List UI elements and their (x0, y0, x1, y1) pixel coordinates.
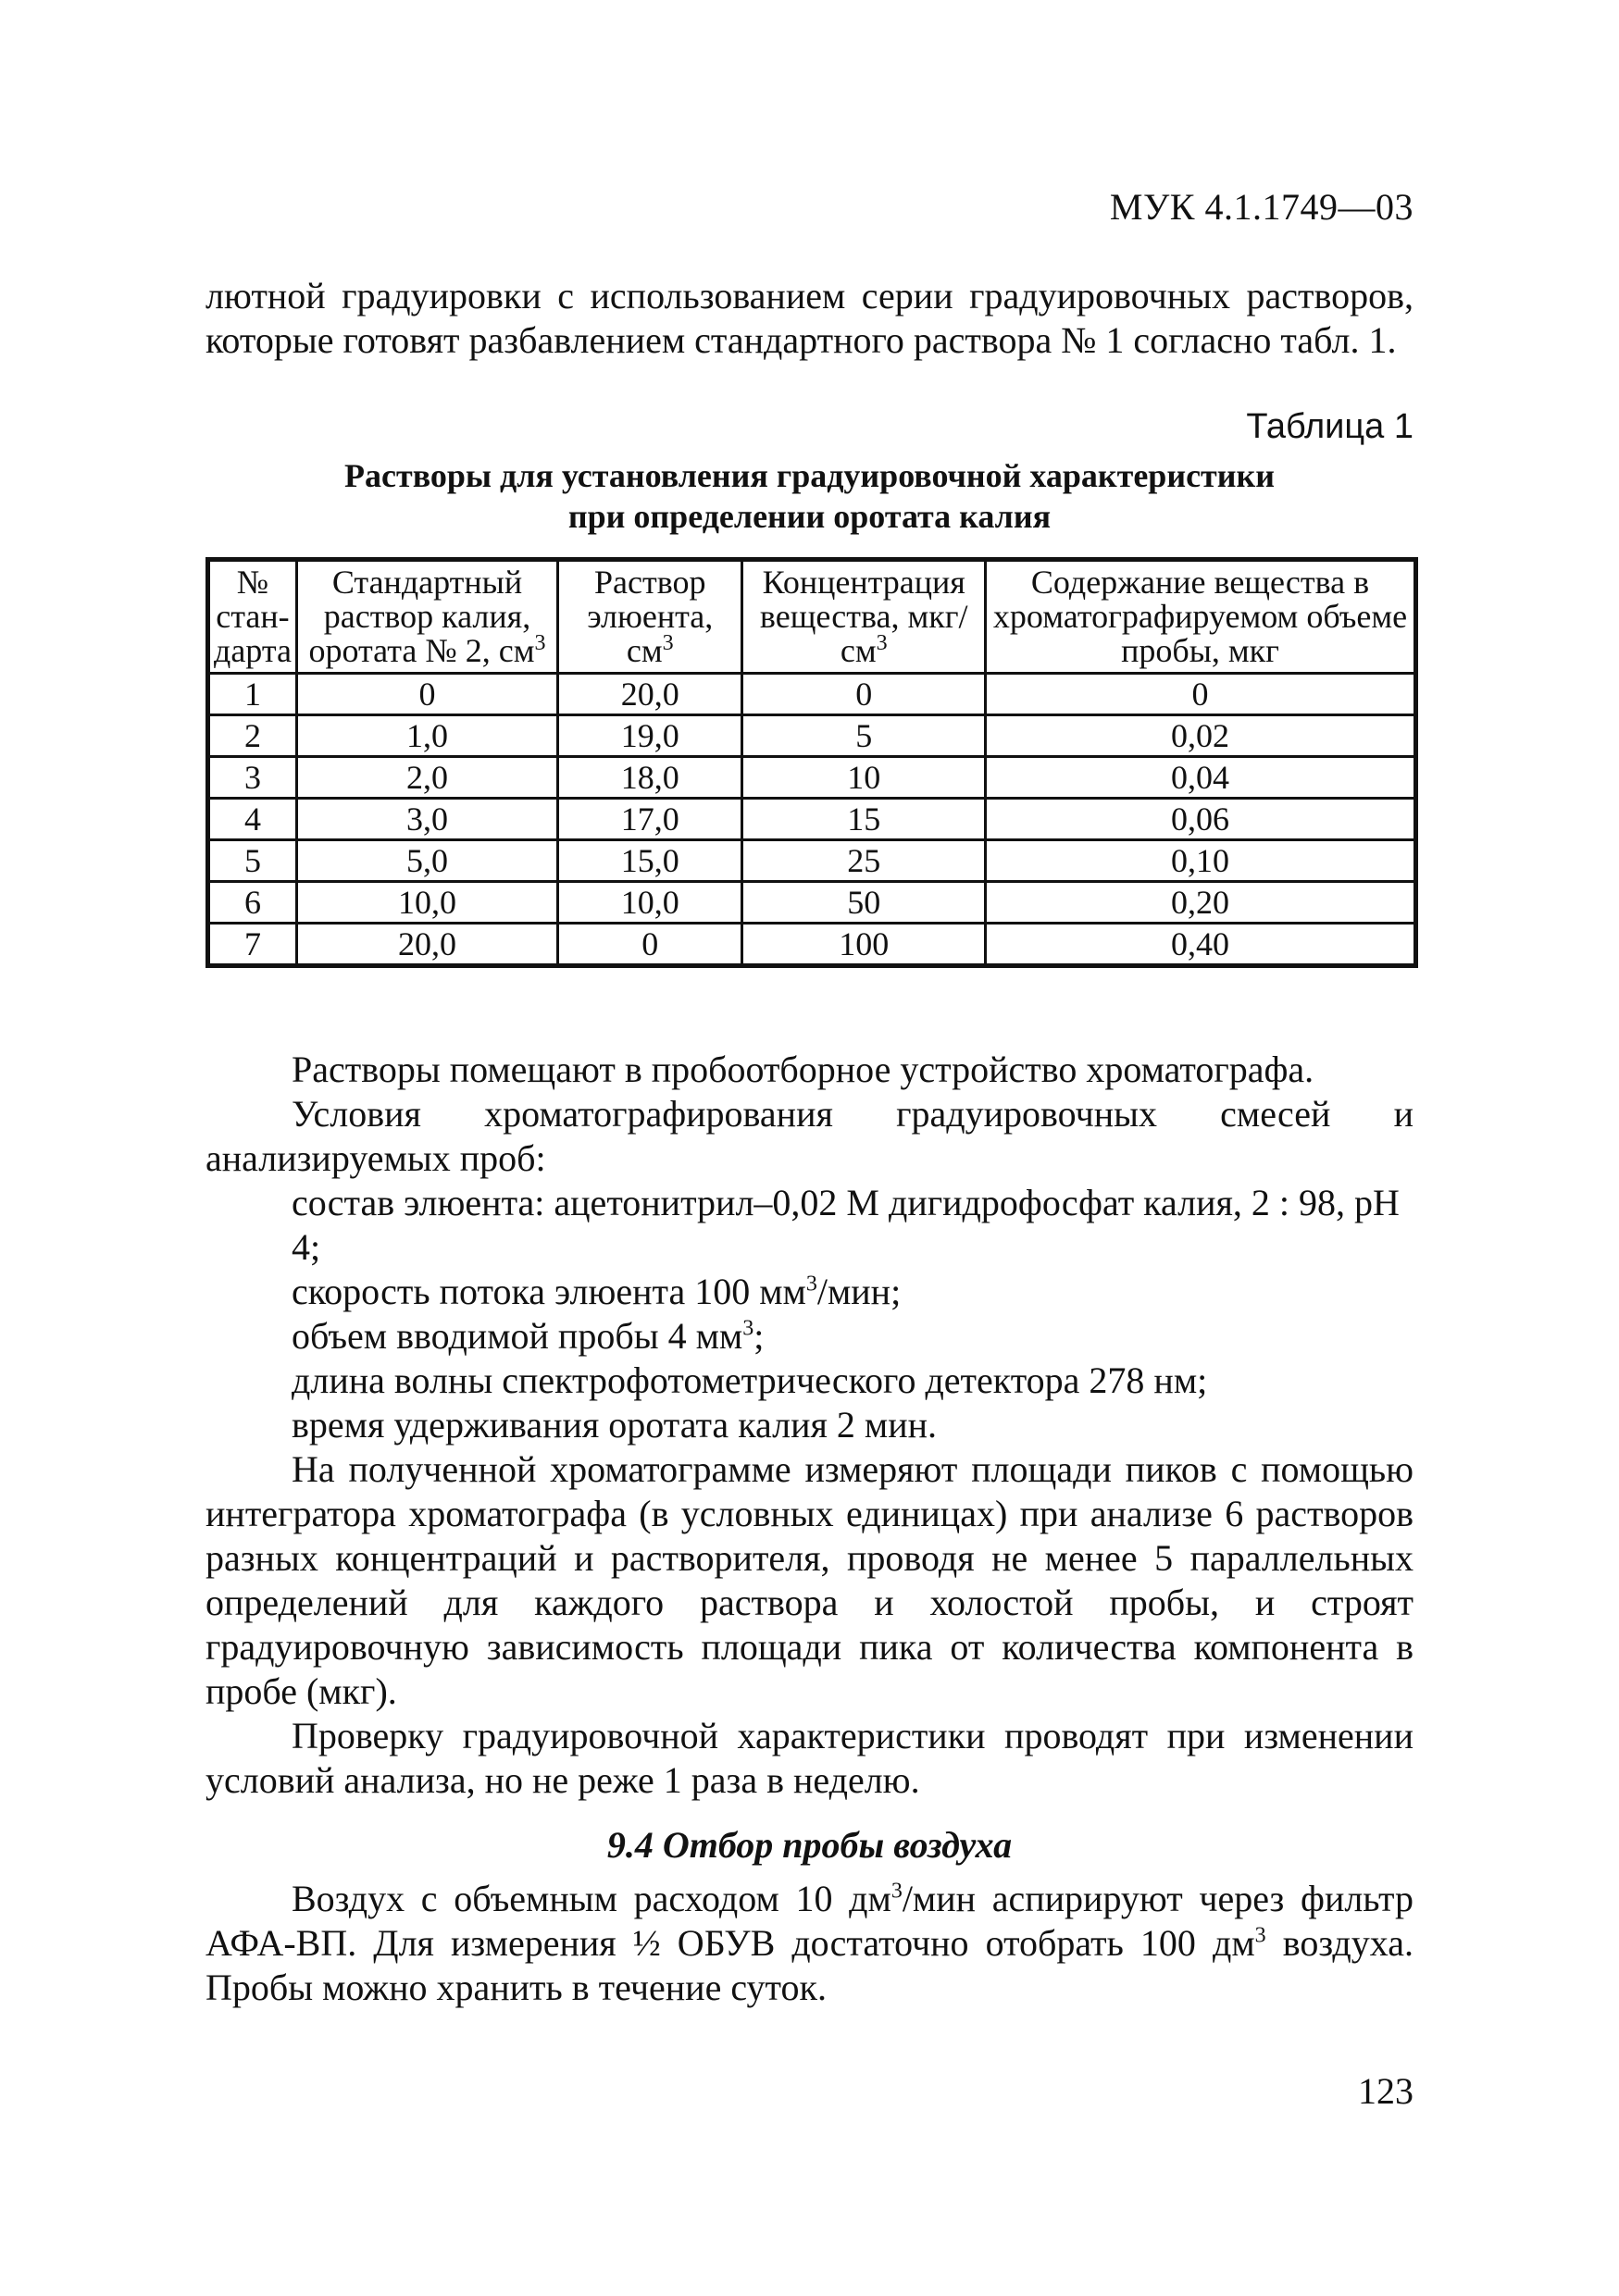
table-row (208, 674, 1416, 715)
cell-standard-solution: 20,0 (296, 924, 557, 966)
cell-content: 0,40 (986, 924, 1416, 966)
header-concentration: Концентрация вещества, мкг/$см^3$ (742, 560, 986, 674)
paragraph-chromatogram: На полученной хроматограмме измеряют площади пиков с помощью интегратора хроматографа (в условных единицах) при анализе 6 растворов разных концентраций и растворителя, проводя не менее 5 параллельных определений для каждого раствора и холостой пробы, и строят градуировочную зависимость площади пика от количества компонента в пробе (мкг). (205, 1448, 1414, 1712)
intro-text: лютной градуировки с использованием серии градуировочных растворов, которые готовят разбавлением стандартного раствора № 1 согласно табл. 1. (205, 275, 1414, 361)
cell-concentration: 10 (742, 757, 986, 799)
cell-content: 0,10 (986, 840, 1416, 882)
cell-standard-no: 5 (208, 840, 297, 882)
condition-eluent: состав элюента: ацетонитрил–0,02 М дигидрофосфат калия, 2 : 98, рН 4; (292, 1182, 1400, 1268)
cell-concentration: 50 (742, 882, 986, 924)
cell-eluent: 19,0 (558, 715, 742, 757)
document-code: МУК 4.1.1749—03 (1109, 186, 1414, 228)
cell-eluent: 0 (558, 924, 742, 966)
table-row (208, 799, 1416, 840)
table-title-line-2: при определении оротата калия (567, 498, 1052, 535)
cell-eluent: 18,0 (558, 757, 742, 799)
cell-standard-solution: 10,0 (296, 882, 557, 924)
cell-standard-solution: 5,0 (296, 840, 557, 882)
paragraph-calibration-check: Проверку градуировочной характеристики проводят при изменении условий анализа, но не реже 1 раза в неделю. (205, 1715, 1414, 1801)
cell-content: 0 (986, 674, 1416, 715)
cell-standard-solution: 3,0 (296, 799, 557, 840)
calibration-table (205, 557, 1418, 968)
condition-injection-volume: объем вводимой пробы 4 $мм^3$; (292, 1315, 765, 1357)
cell-eluent: 10,0 (558, 882, 742, 924)
cell-standard-solution: 1,0 (296, 715, 557, 757)
body-text (205, 1048, 1414, 2010)
paragraph-air-sampling: Воздух с объемным расходом 10 $дм^3$/мин аспирируют через фильтр АФА-ВП. Для измерения ½ ОБУВ достаточно отобрать 100 $дм^3$ воздуха. Пробы можно хранить в течение суток. (205, 1878, 1414, 2008)
cell-concentration: 25 (742, 840, 986, 882)
cell-standard-no: 2 (208, 715, 297, 757)
header-standard-no: № стан- дарта (208, 560, 297, 674)
cell-eluent: 15,0 (558, 840, 742, 882)
condition-retention-time: время удерживания оротата калия 2 мин. (292, 1404, 938, 1446)
cell-standard-solution: 0 (296, 674, 557, 715)
table-row (208, 840, 1416, 882)
table-title-line-1: Растворы для установления градуировочной характеристики (344, 457, 1275, 494)
cell-concentration: 100 (742, 924, 986, 966)
cell-standard-no: 4 (208, 799, 297, 840)
condition-wavelength: длина волны спектрофотометрического детектора 278 нм; (292, 1359, 1208, 1401)
table-title (205, 455, 1414, 537)
table-row (208, 924, 1416, 966)
cell-concentration: 0 (742, 674, 986, 715)
intro-paragraph (205, 274, 1414, 363)
cell-content: 0,04 (986, 757, 1416, 799)
cell-standard-no: 7 (208, 924, 297, 966)
cell-standard-no: 3 (208, 757, 297, 799)
cell-eluent: 17,0 (558, 799, 742, 840)
table-row (208, 715, 1416, 757)
cell-concentration: 5 (742, 715, 986, 757)
cell-content: 0,06 (986, 799, 1416, 840)
section-heading: 9.4 Отбор пробы воздуха (606, 1824, 1013, 1866)
cell-concentration: 15 (742, 799, 986, 840)
cell-standard-no: 6 (208, 882, 297, 924)
table-label: Таблица 1 (1246, 407, 1414, 446)
paragraph-conditions: Условия хроматографирования градуировочных смесей и анализируемых проб: (205, 1093, 1414, 1179)
paragraph-placement: Растворы помещают в пробоотборное устройство хроматографа. (292, 1049, 1314, 1090)
table-row (208, 757, 1416, 799)
table-header-row (208, 560, 1416, 674)
cell-content: 0,20 (986, 882, 1416, 924)
header-content: Содержание вещества в хроматографируемом объеме пробы, мкг (986, 560, 1416, 674)
cell-standard-solution: 2,0 (296, 757, 557, 799)
header-standard-solution: Стандартный раствор калия, оротата № 2, $см^3$ (296, 560, 557, 674)
condition-flow-rate: скорость потока элюента 100 $мм^3$/мин; (292, 1271, 902, 1312)
cell-eluent: 20,0 (558, 674, 742, 715)
cell-content: 0,02 (986, 715, 1416, 757)
cell-standard-no: 1 (208, 674, 297, 715)
header-eluent-solution: Раствор элюента, $см^3$ (558, 560, 742, 674)
page-number: 123 (1358, 2070, 1414, 2112)
table-row (208, 882, 1416, 924)
